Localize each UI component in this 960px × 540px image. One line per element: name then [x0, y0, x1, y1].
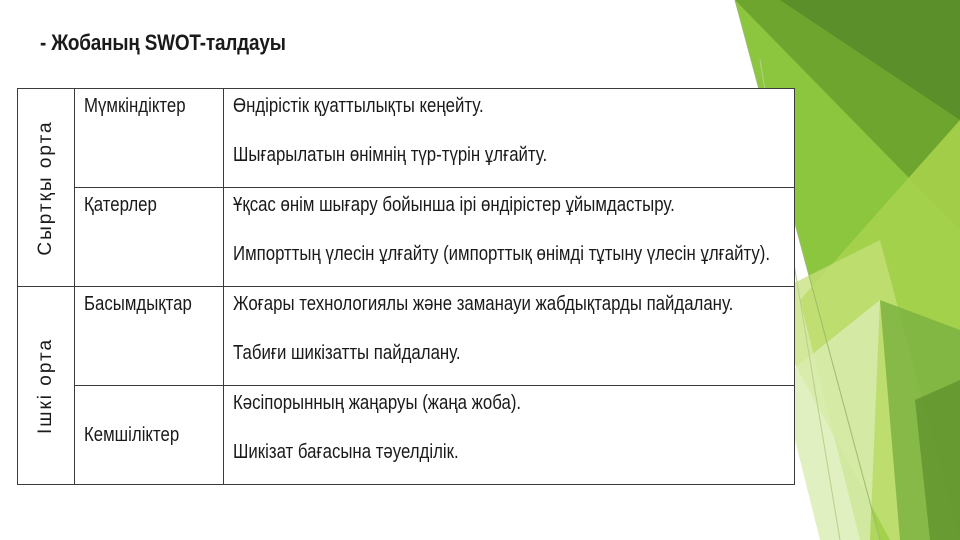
section-label: Ішкі орта [35, 337, 56, 434]
item-text: Шығарылатын өнімнің түр-түрін ұлғайту. [233, 144, 548, 166]
item-text: Шикізат бағасына тәуелділік. [233, 441, 459, 463]
item-text: Кәсіпорынның жаңаруы (жаңа жоба). [233, 392, 522, 414]
section-internal [18, 287, 75, 485]
category-label: Кемшіліктер [84, 424, 180, 446]
category-label: Мүмкіндіктер [84, 95, 186, 117]
table-row [18, 287, 795, 386]
items-cell [224, 89, 795, 188]
items-cell [224, 386, 795, 485]
table-row [18, 188, 795, 287]
section-external [18, 89, 75, 287]
item-text: Өндірістік қуаттылықты кеңейту. [233, 95, 484, 117]
item-text: Ұқсас өнім шығару бойынша ірі өндірістер ұйымдастыру. [233, 194, 675, 216]
items-cell [224, 188, 795, 287]
section-label: Сыртқы орта [35, 119, 56, 256]
category-cell [75, 188, 224, 287]
item-text: Табиғи шикізатты пайдалану. [233, 342, 461, 364]
items-cell [224, 287, 795, 386]
category-cell [75, 287, 224, 386]
category-label: Басымдықтар [84, 293, 192, 315]
category-cell [75, 386, 224, 485]
category-cell [75, 89, 224, 188]
table-row [18, 89, 795, 188]
item-text: Жоғары технологиялы және заманауи жабдықтарды пайдалану. [233, 293, 734, 315]
table-row [18, 386, 795, 485]
swot-table [17, 88, 795, 485]
item-text: Импорттың үлесін ұлғайту (импорттық өнімді тұтыну үлесін ұлғайту). [233, 243, 771, 265]
category-label: Қатерлер [84, 194, 157, 216]
slide-title: - Жобаның SWOT-талдауы [40, 30, 286, 55]
